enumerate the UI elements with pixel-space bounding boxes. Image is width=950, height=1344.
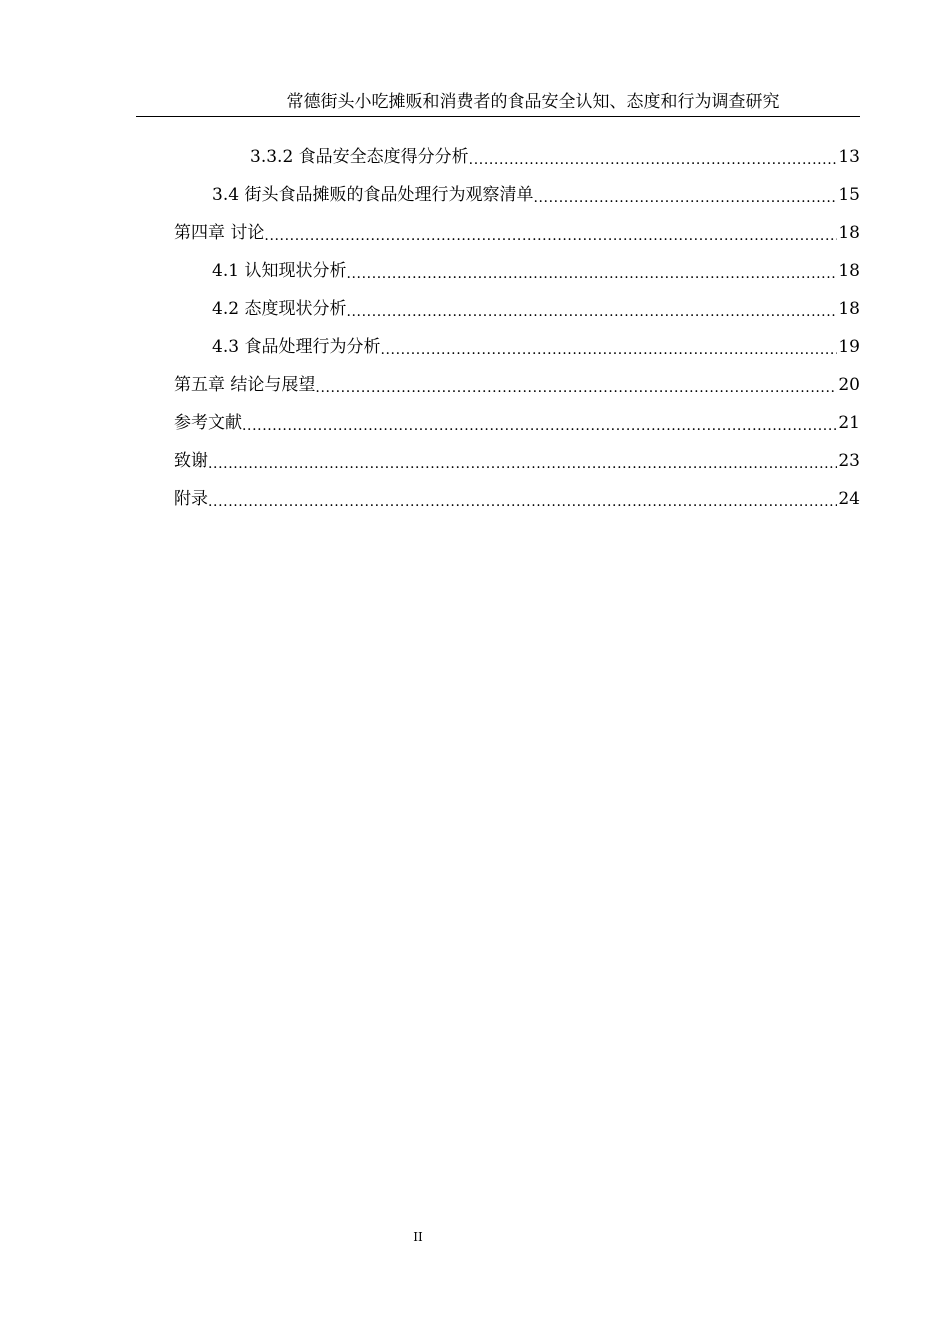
page-number: II [413, 1230, 423, 1244]
toc-entry-page: 19 [838, 337, 860, 357]
toc-entry-page: 23 [838, 451, 860, 471]
toc-entry-page: 21 [838, 413, 860, 433]
page-header [136, 88, 860, 117]
table-of-contents [174, 138, 860, 518]
toc-entry[interactable] [174, 442, 860, 480]
toc-leader-dots [208, 450, 837, 472]
toc-entry[interactable] [174, 366, 860, 404]
toc-entry[interactable] [174, 138, 860, 176]
toc-entry-page: 18 [838, 299, 860, 319]
toc-entry-title: 4.1 认知现状分析 [212, 261, 347, 281]
toc-leader-dots [242, 412, 837, 434]
toc-leader-dots [346, 260, 837, 282]
toc-entry-title: 致谢 [174, 451, 208, 471]
header-title: 常德街头小吃摊贩和消费者的食品安全认知、态度和行为调查研究 [286, 92, 780, 112]
toc-entry-title: 4.2 态度现状分析 [212, 299, 347, 319]
toc-leader-dots [469, 146, 838, 168]
toc-leader-dots [315, 374, 837, 396]
toc-entry-page: 15 [838, 185, 860, 205]
toc-leader-dots [533, 184, 837, 206]
toc-entry-title: 附录 [174, 489, 208, 509]
toc-leader-dots [264, 222, 837, 244]
toc-leader-dots [208, 488, 837, 510]
toc-entry-page: 20 [838, 375, 860, 395]
toc-entry-page: 24 [838, 489, 860, 509]
toc-entry-page: 13 [838, 147, 860, 167]
toc-entry[interactable] [174, 480, 860, 518]
toc-entry-page: 18 [838, 261, 860, 281]
toc-entry[interactable] [174, 328, 860, 366]
toc-leader-dots [380, 336, 837, 358]
toc-entry[interactable] [174, 290, 860, 328]
toc-entry-title: 4.3 食品处理行为分析 [212, 337, 381, 357]
toc-entry-title: 第四章 讨论 [174, 223, 265, 243]
toc-entry-title: 3.3.2 食品安全态度得分分析 [250, 147, 469, 167]
toc-leader-dots [346, 298, 837, 320]
toc-entry[interactable] [174, 252, 860, 290]
toc-entry-page: 18 [838, 223, 860, 243]
toc-entry-title: 参考文献 [174, 413, 242, 433]
toc-entry[interactable] [174, 404, 860, 442]
toc-entry-title: 第五章 结论与展望 [174, 375, 316, 395]
toc-entry[interactable] [174, 214, 860, 252]
toc-entry[interactable] [174, 176, 860, 214]
toc-entry-title: 3.4 街头食品摊贩的食品处理行为观察清单 [212, 185, 534, 205]
